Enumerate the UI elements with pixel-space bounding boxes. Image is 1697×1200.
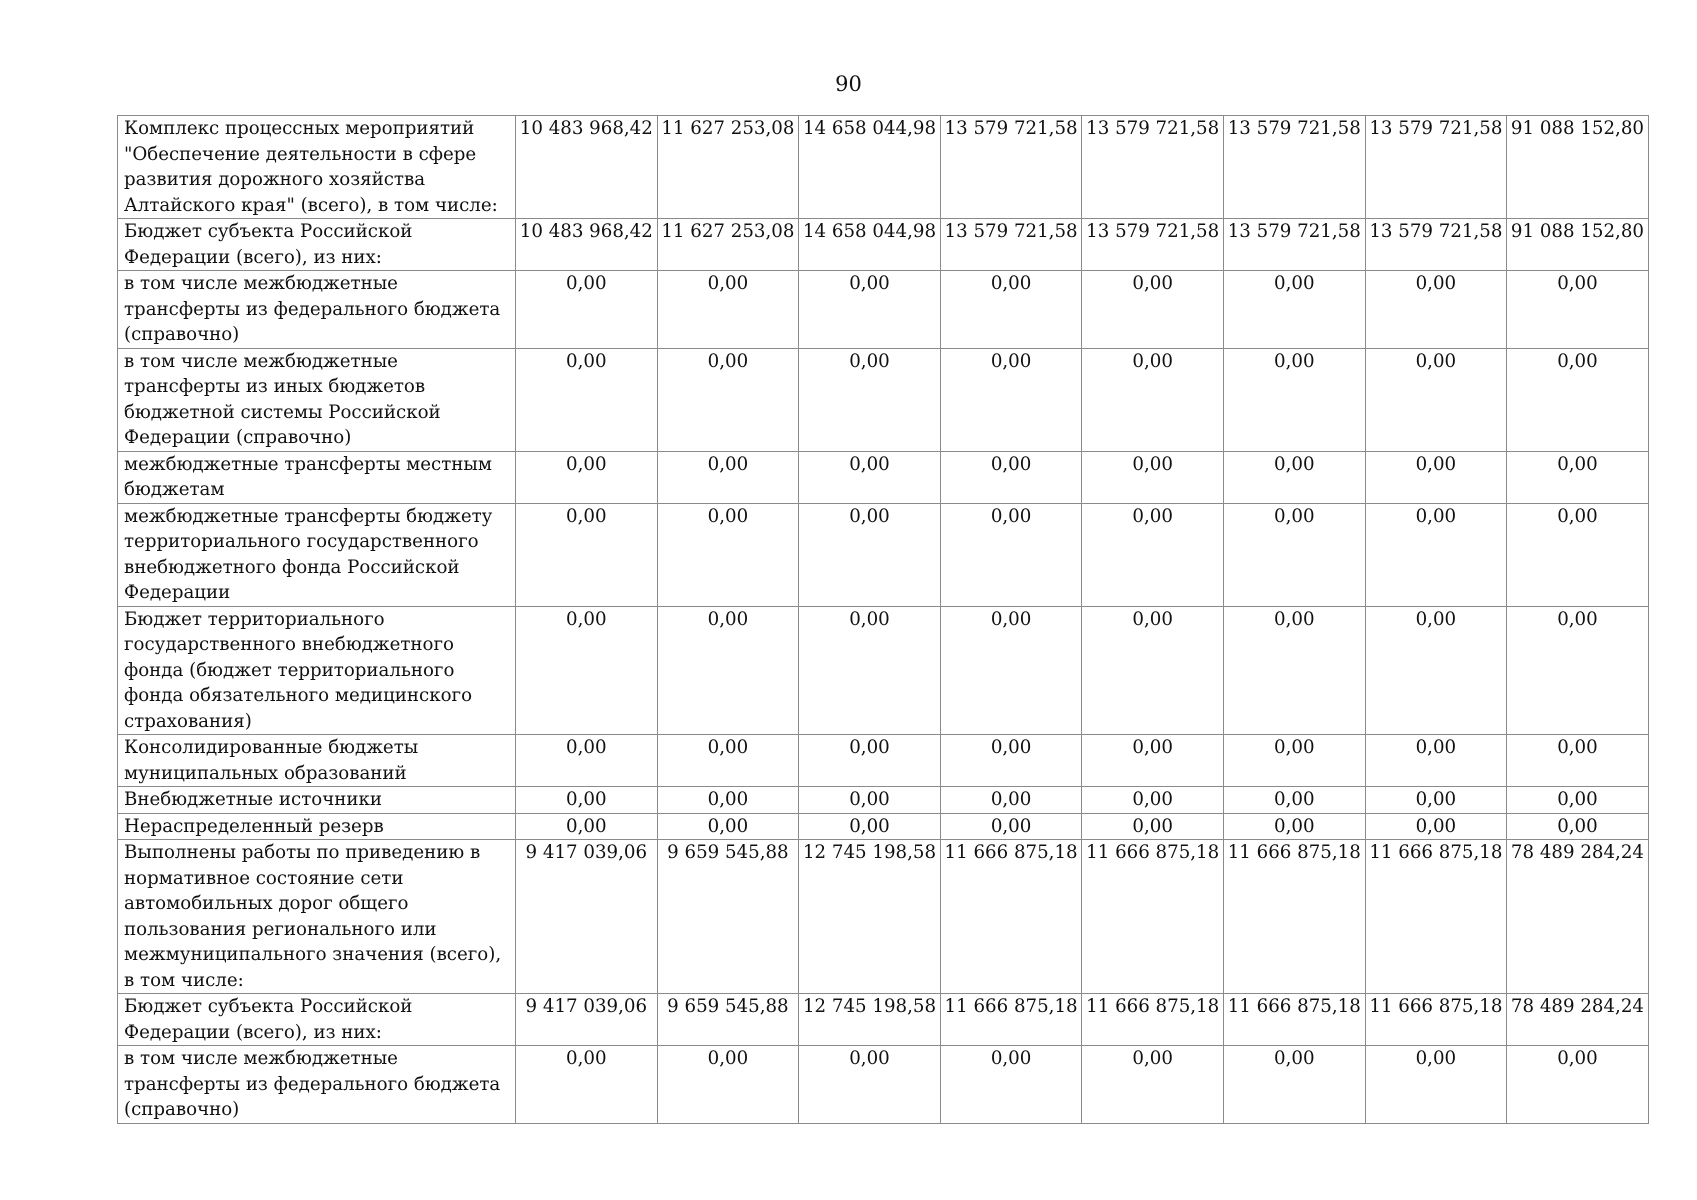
value-cell: 11 666 875,18 [1365,840,1507,994]
row-label-cell: Комплекс процессных мероприятий "Обеспечение деятельности в сфере развития дорожного хозяйства Алтайского края" (всего), в том числе: [118,116,516,219]
value-cell: 14 658 044,98 [799,219,941,271]
table-row [118,813,1649,840]
value-cell: 0,00 [799,813,941,840]
value-cell: 0,00 [940,787,1082,814]
value-cell: 78 489 284,24 [1507,994,1649,1046]
row-label-cell: Бюджет субъекта Российской Федерации (всего), из них: [118,994,516,1046]
value-cell: 0,00 [1223,606,1365,735]
value-cell: 0,00 [1365,735,1507,787]
table-row [118,503,1649,606]
value-cell: 13 579 721,58 [1223,116,1365,219]
value-cell: 0,00 [1082,451,1224,503]
row-label-cell: Внебюджетные источники [118,787,516,814]
value-cell: 0,00 [1365,503,1507,606]
value-cell: 11 666 875,18 [1082,994,1224,1046]
value-cell: 0,00 [940,348,1082,451]
value-cell: 0,00 [799,271,941,349]
table-row [118,606,1649,735]
row-label-cell: Консолидированные бюджеты муниципальных образований [118,735,516,787]
value-cell: 0,00 [657,271,799,349]
value-cell: 11 627 253,08 [657,219,799,271]
value-cell: 0,00 [1507,271,1649,349]
value-cell: 13 579 721,58 [940,219,1082,271]
value-cell: 0,00 [657,735,799,787]
value-cell: 0,00 [799,348,941,451]
value-cell: 13 579 721,58 [940,116,1082,219]
value-cell: 13 579 721,58 [1223,219,1365,271]
value-cell: 9 417 039,06 [516,840,658,994]
value-cell: 0,00 [657,813,799,840]
value-cell: 0,00 [516,451,658,503]
value-cell: 14 658 044,98 [799,116,941,219]
table-row [118,840,1649,994]
value-cell: 11 627 253,08 [657,116,799,219]
value-cell: 0,00 [1507,606,1649,735]
row-label-cell: Выполнены работы по приведению в нормативное состояние сети автомобильных дорог общего пользования регионального или межмуниципального значения (всего), в том числе: [118,840,516,994]
value-cell: 78 489 284,24 [1507,840,1649,994]
table-row [118,1046,1649,1124]
value-cell: 0,00 [1365,813,1507,840]
value-cell: 0,00 [516,503,658,606]
row-label-cell: в том числе межбюджетные трансферты из федерального бюджета (справочно) [118,1046,516,1124]
value-cell: 0,00 [657,451,799,503]
value-cell: 0,00 [1365,348,1507,451]
value-cell: 0,00 [940,606,1082,735]
value-cell: 0,00 [1507,451,1649,503]
table-row [118,735,1649,787]
value-cell: 0,00 [799,606,941,735]
value-cell: 10 483 968,42 [516,116,658,219]
value-cell: 0,00 [1507,735,1649,787]
value-cell: 0,00 [799,503,941,606]
value-cell: 11 666 875,18 [940,840,1082,994]
row-label-cell: межбюджетные трансферты бюджету территориального государственного внебюджетного фонда Российской Федерации [118,503,516,606]
value-cell: 13 579 721,58 [1365,116,1507,219]
value-cell: 0,00 [516,1046,658,1124]
value-cell: 0,00 [1223,451,1365,503]
table-row [118,271,1649,349]
value-cell: 0,00 [1082,787,1224,814]
value-cell: 0,00 [1082,606,1224,735]
value-cell: 0,00 [1223,1046,1365,1124]
row-label-cell: в том числе межбюджетные трансферты из федерального бюджета (справочно) [118,271,516,349]
value-cell: 9 659 545,88 [657,840,799,994]
value-cell: 91 088 152,80 [1507,219,1649,271]
value-cell: 0,00 [1507,503,1649,606]
value-cell: 0,00 [1365,1046,1507,1124]
value-cell: 0,00 [940,503,1082,606]
value-cell: 0,00 [1223,787,1365,814]
value-cell: 0,00 [1082,813,1224,840]
value-cell: 0,00 [1223,348,1365,451]
value-cell: 0,00 [657,787,799,814]
value-cell: 0,00 [1223,271,1365,349]
value-cell: 0,00 [1507,1046,1649,1124]
value-cell: 9 659 545,88 [657,994,799,1046]
value-cell: 0,00 [799,451,941,503]
value-cell: 0,00 [516,271,658,349]
value-cell: 0,00 [799,735,941,787]
value-cell: 0,00 [1082,1046,1224,1124]
value-cell: 0,00 [1507,348,1649,451]
value-cell: 11 666 875,18 [1223,994,1365,1046]
value-cell: 0,00 [799,787,941,814]
value-cell: 0,00 [1223,503,1365,606]
value-cell: 0,00 [1223,735,1365,787]
value-cell: 0,00 [799,1046,941,1124]
table-row [118,348,1649,451]
value-cell: 0,00 [516,735,658,787]
value-cell: 11 666 875,18 [1365,994,1507,1046]
value-cell: 13 579 721,58 [1082,219,1224,271]
table-row [118,787,1649,814]
value-cell: 0,00 [657,606,799,735]
value-cell: 0,00 [657,503,799,606]
value-cell: 0,00 [940,451,1082,503]
table-row [118,116,1649,219]
value-cell: 0,00 [1082,348,1224,451]
budget-table-body [118,116,1649,1124]
table-row [118,994,1649,1046]
value-cell: 0,00 [516,606,658,735]
value-cell: 0,00 [516,348,658,451]
value-cell: 11 666 875,18 [1223,840,1365,994]
value-cell: 0,00 [1082,271,1224,349]
value-cell: 0,00 [940,1046,1082,1124]
table-row [118,451,1649,503]
value-cell: 0,00 [1082,503,1224,606]
value-cell: 0,00 [1507,813,1649,840]
value-cell: 0,00 [657,348,799,451]
row-label-cell: Бюджет территориального государственного внебюджетного фонда (бюджет территориального фонда обязательного медицинского страхования) [118,606,516,735]
row-label-cell: Бюджет субъекта Российской Федерации (всего), из них: [118,219,516,271]
page-number: 90 [835,72,862,96]
row-label-cell: межбюджетные трансферты местным бюджетам [118,451,516,503]
value-cell: 11 666 875,18 [940,994,1082,1046]
row-label-cell: Нераспределенный резерв [118,813,516,840]
value-cell: 13 579 721,58 [1365,219,1507,271]
value-cell: 0,00 [516,813,658,840]
value-cell: 0,00 [940,813,1082,840]
row-label-cell: в том числе межбюджетные трансферты из иных бюджетов бюджетной системы Российской Федерации (справочно) [118,348,516,451]
value-cell: 12 745 198,58 [799,994,941,1046]
table-row [118,219,1649,271]
value-cell: 0,00 [1365,271,1507,349]
value-cell: 9 417 039,06 [516,994,658,1046]
value-cell: 0,00 [657,1046,799,1124]
value-cell: 13 579 721,58 [1082,116,1224,219]
value-cell: 0,00 [516,787,658,814]
value-cell: 11 666 875,18 [1082,840,1224,994]
budget-table [117,115,1649,1124]
value-cell: 0,00 [1082,735,1224,787]
value-cell: 0,00 [1365,787,1507,814]
value-cell: 0,00 [940,735,1082,787]
value-cell: 0,00 [1365,606,1507,735]
value-cell: 0,00 [940,271,1082,349]
value-cell: 10 483 968,42 [516,219,658,271]
value-cell: 0,00 [1365,451,1507,503]
value-cell: 91 088 152,80 [1507,116,1649,219]
value-cell: 0,00 [1223,813,1365,840]
value-cell: 0,00 [1507,787,1649,814]
value-cell: 12 745 198,58 [799,840,941,994]
